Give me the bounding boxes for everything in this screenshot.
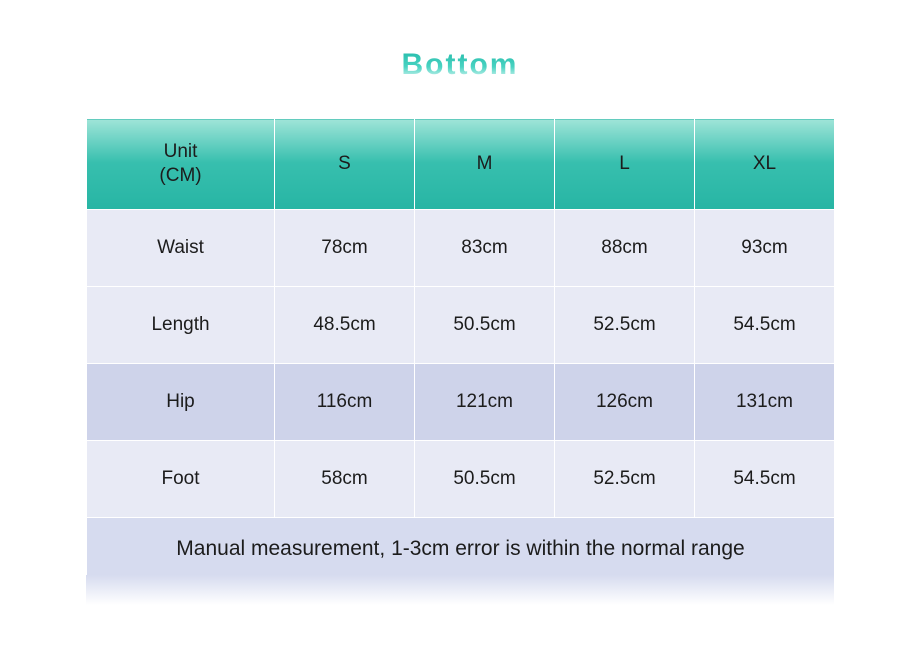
cell-foot-m: 50.5cm [415,441,555,518]
bottom-fade-decoration [86,575,834,605]
cell-length-l: 52.5cm [555,287,695,364]
header-cell-m: M [415,119,555,210]
cell-length-s: 48.5cm [275,287,415,364]
size-table [86,118,835,581]
header-unit-line-1: Unit [163,141,198,163]
cell-waist-s: 78cm [275,210,415,287]
row-label-hip: Hip [87,364,275,441]
cell-hip-m: 121cm [415,364,555,441]
cell-waist-xl: 93cm [695,210,835,287]
table-row [87,210,835,287]
cell-hip-s: 116cm [275,364,415,441]
page-title: Bottom [0,48,920,82]
header-cell-l: L [555,119,695,210]
header-cell-unit [87,119,275,210]
cell-foot-l: 52.5cm [555,441,695,518]
measurement-note: Manual measurement, 1-3cm error is within the normal range [87,518,835,581]
cell-hip-xl: 131cm [695,364,835,441]
table-body [87,210,835,581]
table-note-row [87,518,835,581]
cell-hip-l: 126cm [555,364,695,441]
header-cell-s: S [275,119,415,210]
row-label-waist: Waist [87,210,275,287]
cell-length-m: 50.5cm [415,287,555,364]
table-row [87,364,835,441]
cell-length-xl: 54.5cm [695,287,835,364]
cell-foot-xl: 54.5cm [695,441,835,518]
cell-foot-s: 58cm [275,441,415,518]
table-row [87,441,835,518]
table-header-row [87,119,835,210]
table-header [87,119,835,210]
table-row [87,287,835,364]
row-label-length: Length [87,287,275,364]
cell-waist-l: 88cm [555,210,695,287]
size-table-wrapper [86,118,834,581]
row-label-foot: Foot [87,441,275,518]
header-unit-line-2: (CM) [159,165,202,186]
cell-waist-m: 83cm [415,210,555,287]
header-cell-xl: XL [695,119,835,210]
